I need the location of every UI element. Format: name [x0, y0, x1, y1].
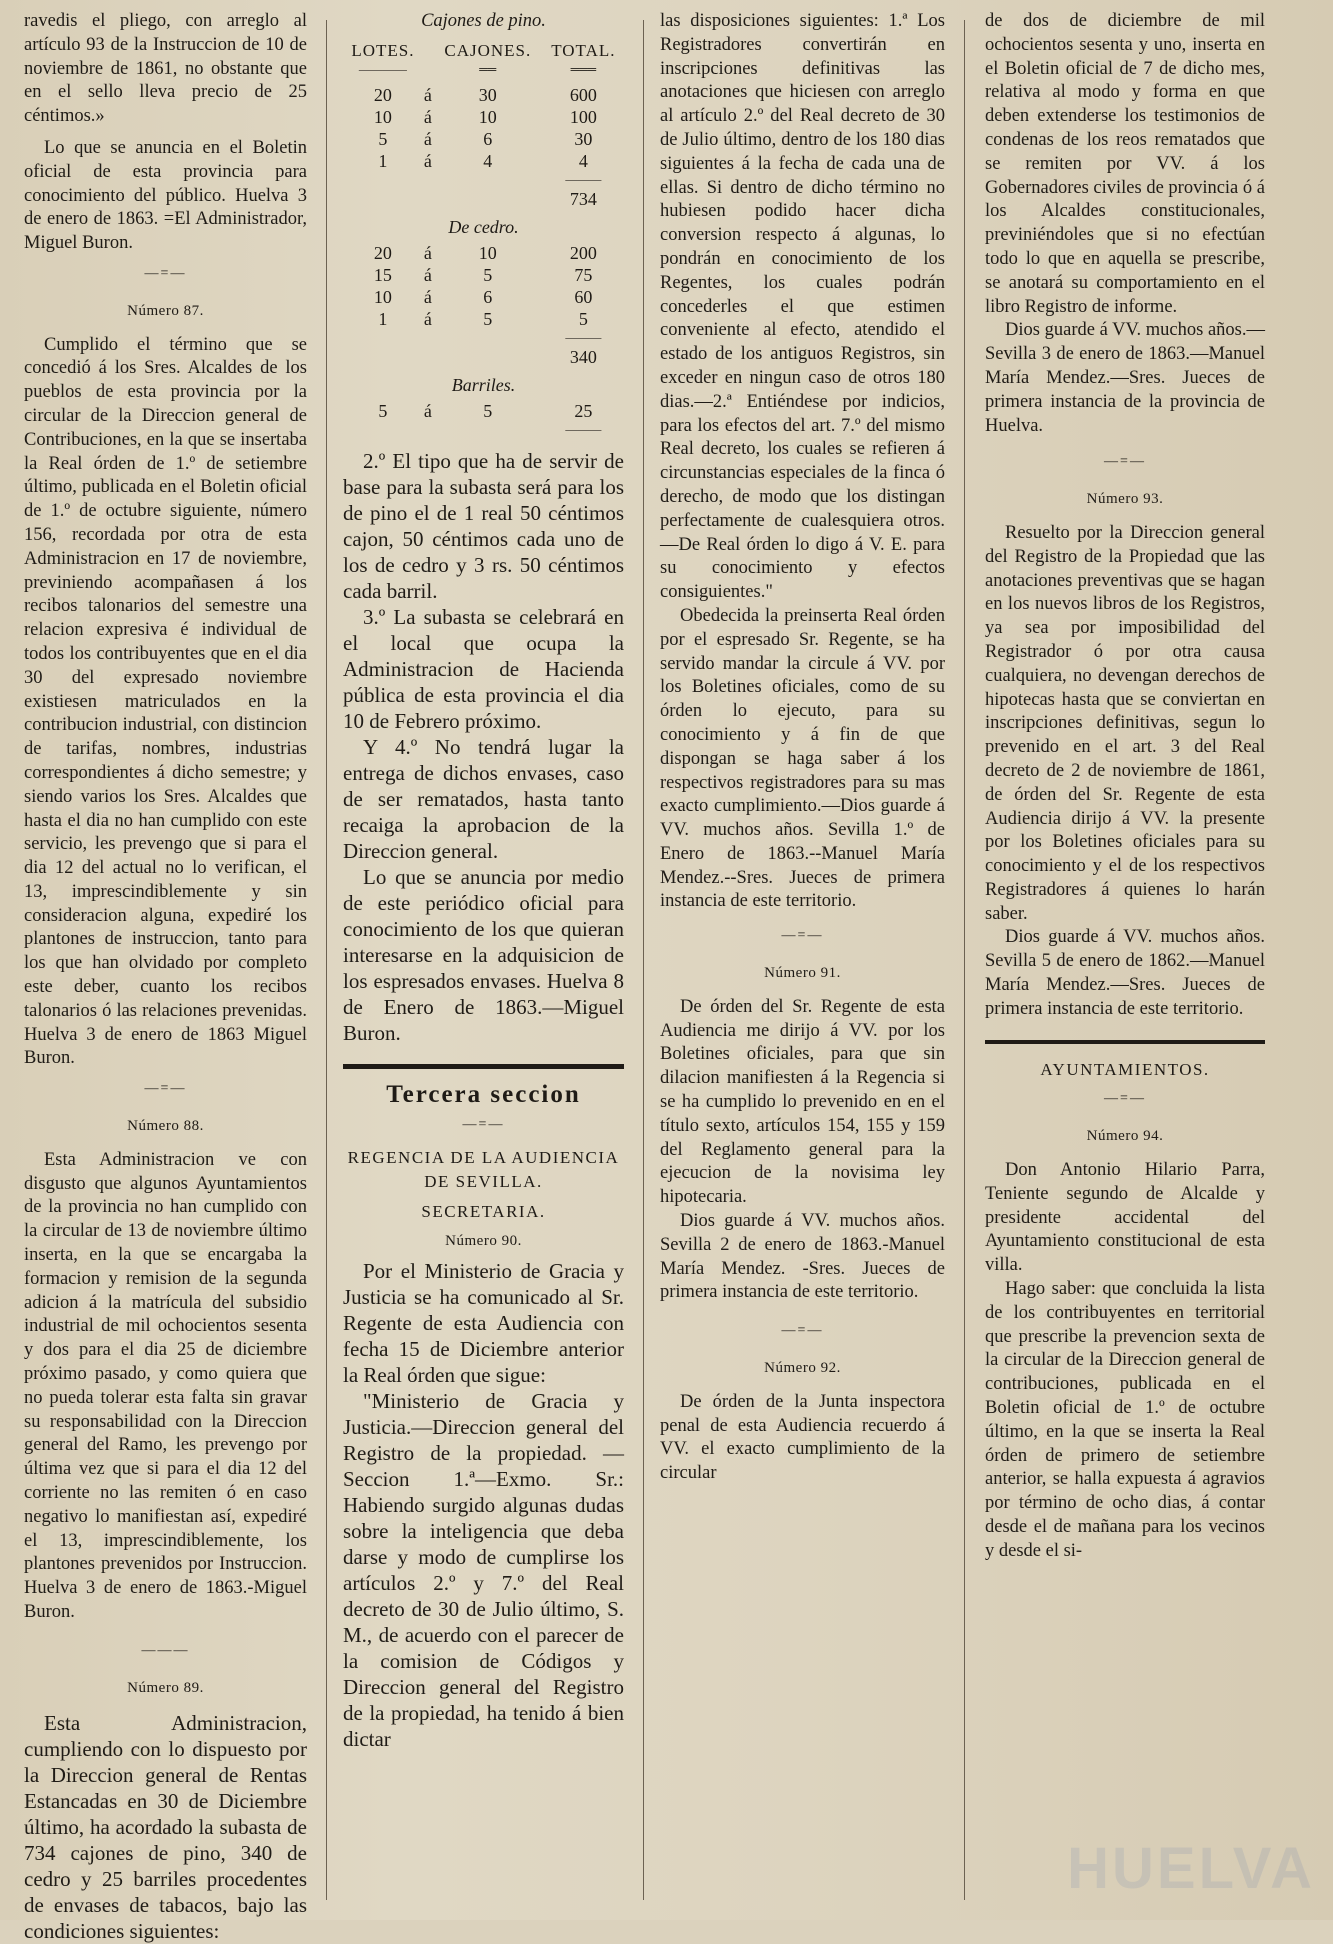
table-row: 10 á 6 60 [373, 286, 593, 307]
table-row: 20 á 30 600 [373, 84, 597, 105]
table-title: Cajones de pino. [421, 11, 546, 31]
section-rule [343, 1064, 624, 1069]
table-row: 1 á 5 5 [378, 308, 588, 329]
paragraph: ravedis el pliego, con arreglo al artículo 93 de la Instruccion de 10 de noviembre de 1861, no obstante que en el sello lleva precio de 25 céntimos.» [24, 11, 307, 127]
notice-number: Número 94. [1086, 1128, 1164, 1145]
table-row: 1 á 4 4 [378, 150, 588, 171]
separator: —=— [781, 1323, 824, 1339]
paragraph: Por el Ministerio de Gracia y Justicia se ha comunicado al Sr. Regente de esta Audiencia con fecha 15 de Diciembre anterior la Real órden que sigue: [343, 1258, 624, 1387]
column-3 [660, 10, 945, 1486]
table-header: CAJONES. [444, 40, 532, 60]
paragraph: Esta Administracion, cumpliendo con lo dispuesto por la Direccion general de Rentas Estancadas en 30 de Diciembre último, ha acordado la subasta de 734 cajones de pino, 340 de cedro y 25 barriles procedentes de envases de tabacos, bajo las condiciones siguientes: [24, 1711, 307, 1944]
table-row: 20 á 10 200 [373, 242, 597, 263]
paragraph: Y 4.º No tendrá lugar la entrega de dichos envases, caso de ser rematados, hasta tanto recaiga la aprobacion de la Direccion general. [343, 734, 624, 863]
column-2 [343, 10, 624, 1752]
separator: —=— [781, 928, 824, 944]
column-rule [964, 20, 965, 1900]
regencia-heading: REGENCIA DE LA AUDIENCIA DE SEVILLA. [347, 1148, 620, 1192]
paragraph: "Ministerio de Gracia y Justicia.—Direccion general del Registro de la propiedad. —Seccion 1.ª—Exmo. Sr.: Habiendo surgido algunas dudas sobre la inteligencia que deba darse y modo de cumplirse los artículos 2.º y 7.º del Real decreto de 30 de Julio último, S. M., de acuerdo con el parecer de la comision de Códigos y Direccion general del Registro de la propiedad, ha tenido á bien dictar [343, 1388, 624, 1751]
ayuntamientos-heading: AYUNTAMIENTOS. [1040, 1059, 1210, 1079]
paragraph: Obedecida la preinserta Real órden por el espresado Sr. Regente, se ha servido mandar la circule á VV. por los Boletines oficiales, como de su órden lo ejecuto, para su conocimiento y á fin de que dispongan se haga saber á los respectivos registradores para su mas exacto cumplimiento.—Dios guarde á VV. muchos años. Sevilla 1.º de Enero de 1863.--Manuel María Mendez.--Sres. Jueces de primera instancia de este territorio. [660, 605, 945, 912]
separator: —=— [1104, 1091, 1146, 1107]
secretaria-heading: SECRETARIA. [421, 1201, 546, 1221]
notice-number: Número 88. [127, 1118, 204, 1135]
separator: —=— [462, 1116, 505, 1132]
table-row: 5 á 6 30 [378, 128, 593, 149]
paragraph: Hago saber: que concluida la lista de los contribuyentes en territorial que prescribe la prevencion sexta de la circular de la Direccion general de contribuciones, publicada en el Boletin oficial de 1.º de octubre último, en la que se inserta la Real órden de primero de setiembre anterior, se halla expuesta á agravios por término de ocho dias, á contar desde el de mañana para los vecinos y desde el si- [985, 1279, 1265, 1561]
paragraph: 2.º El tipo que ha de servir de base para la subasta será para los de pino el de 1 real 50 céntimos cajon, 50 céntimos cada uno de los de cedro y 3 rs. 50 céntimos cada barril. [343, 448, 624, 603]
separator: —=— [1104, 454, 1146, 470]
paragraph: Dios guarde á VV. muchos años.—Sevilla 3 de enero de 1863.—Manuel María Mendez.—Sres. Jueces de primera instancia de la provincia de Huelva. [985, 320, 1265, 436]
table-row: 5 á 5 25 [378, 400, 593, 421]
column-rule [643, 20, 644, 1900]
paragraph: las disposiciones siguientes: 1.ª Los Registradores convertirán en inscripciones definitivas las anotaciones que hiciesen con arreglo al artículo 2.º del Real decreto de 30 de Julio último, dentro de los 180 dias siguientes á la fecha de cada una de ellas. Si dentro de dicho término no hubiesen podido hacer dicha conversion respecto á algunas, lo pondrán en conocimiento de los Regentes, los cuales podrán concederles el que estimen conveniente al efecto, atendido el estado de los antiguos Registros, sin exceder en ningun caso de otros 180 dias.—2.ª Entiéndese por indicios, para los efectos del art. 7.º del mismo Real decreto, los cuales se refieren á circunstancias especiales de la finca ó derecho, de modo que los distingan perfectamente de cualesquiera otros.—De Real órden lo digo á V. E. para su conocimiento y efectos consiguientes." [660, 11, 945, 603]
column-1 [24, 10, 307, 1944]
paragraph: Lo que se anuncia en el Boletin oficial de esta provincia para conocimiento del público. Huelva 3 de enero de 1863. =El Administrador, Miguel Buron. [24, 137, 307, 254]
section-heading: Tercera seccion [386, 1080, 581, 1108]
paragraph: Don Antonio Hilario Parra, Teniente segundo de Alcalde y presidente accidental del Ayuntamiento constitucional de esta villa. [985, 1160, 1265, 1276]
separator: —=— [144, 1081, 187, 1097]
table-total: 734 [569, 188, 597, 209]
paragraph: Esta Administracion ve con disgusto que algunos Ayuntamientos de la provincia no han cumplido con la circular de 13 de noviembre último inserta, en la que se encargaba la formacion y remision de la segunda adicion á la matrícula del subsidio industrial de mil ochocientos sesenta y dos para el dia 25 de diciembre próximo pasado, y como quiera que no pueda tolerar esta falta sin gravar su responsabilidad con la Direccion general del Ramo, les prevengo por última vez que si para el dia 12 del corriente no las remiten ó en caso negativo lo manifiestan así, expediré el 13, imprescindiblemente, los plantones prevenidos por Instruccion. Huelva 3 de enero de 1863.-Miguel Buron. [24, 1149, 307, 1622]
table-subtitle: De cedro. [448, 216, 519, 237]
notice-number: Número 93. [1086, 491, 1164, 508]
paragraph: Resuelto por la Direccion general del Registro de la Propiedad que las anotaciones preventivas que se hagan en los nuevos libros de los Registros, ya sea por imposibilidad del Registrador ó por otra causa cualquiera, no devengan derechos de hipotecas hasta que se conviertan en inscripciones definitivas, segun lo prevenido en el art. 3 del Real decreto de 2 de noviembre de 1861, de órden del Sr. Regente de esta Audiencia dirijo á VV. la presente por los Boletines oficiales para su conocimiento y el de los respectivos Registradores á quienes lo harán saber. [985, 522, 1265, 924]
paragraph: De órden de la Junta inspectora penal de esta Audiencia recuerdo á VV. el exacto cumplimiento de la circular [660, 1391, 945, 1484]
lots-table: LOTES. CAJONES. TOTAL. ———— ══ ═══ 20 á 30 600 10 á 10 100 5 á 6 30 1 á 4 4 ——— 734 De cedro. 20 á 10 200 15 á 5 75 10 á 6 60 1 á 5 5 ——— 340 Barriles. 5 á 5 25 ——— [343, 34, 624, 436]
paragraph: Dios guarde á VV. muchos años. Sevilla 2 de enero de 1863.-Manuel María Mendez. -Sres. Jueces de primera instancia de este territorio. [660, 1211, 945, 1303]
archive-watermark: HUELVA [1067, 1836, 1315, 1901]
table-row: 10 á 10 100 [373, 106, 597, 127]
paragraph: Cumplido el término que se concedió á los Sres. Alcaldes de los pueblos de esta provincia por la circular de la Direccion general de Contribuciones, en la que se insertaba la Real órden de 1.º de setiembre último, publicada en el Boletin oficial de 1.º de octubre siguiente, número 156, recordada por otra de esta Administracion en 17 de noviembre, previniendo acompañasen á los recibos talonarios del semestre una relacion expresiva é individual de todos los contribuyentes que en el dia 30 del expresado noviembre existiesen matriculados en la contribucion industrial, con distincion de tarifas, nombres, industrias correspondientes á dicho semestre; y siendo varios los Sres. Alcaldes que hasta el dia no han cumplido con este servicio, les prevengo que si para el dia 12 del actual no lo verifican, el 13, imprescindiblemente y sin consideracion alguna, expediré los plantones de instruccion, tanto para los que han olvidado por completo este deber, cuanto los recibos talonarios ó las relaciones prevenidas. Huelva 3 de enero de 1863 Miguel Buron. [24, 334, 307, 1069]
paragraph: Dios guarde á VV. muchos años. Sevilla 5 de enero de 1862.—Manuel María Mendez.—Sres. Jueces de primera instancia de este territorio. [985, 927, 1265, 1019]
table-row: 15 á 5 75 [373, 264, 593, 285]
table-header: TOTAL. [551, 40, 616, 60]
separator: —=— [144, 265, 187, 281]
notice-number: Número 90. [445, 1232, 522, 1249]
notice-number: Número 91. [764, 965, 841, 982]
paragraph: Lo que se anuncia por medio de este periódico oficial para conocimiento de los que quieran interesarse en la adquisicion de los espresados envases. Huelva 8 de Enero de 1863.—Miguel Buron. [343, 864, 624, 1045]
table-subtitle: Barriles. [451, 374, 516, 395]
paragraph: de dos de diciembre de mil ochocientos sesenta y uno, inserta en el Boletin oficial de 7 de dicho mes, relativa al modo y forma en que deben extenderse los testimonios de condenas de los reos rematados que se remiten por VV. á los Gobernadores civiles de provincia ó á los Alcaldes constitucionales, previniéndoles que si no efectúan todo lo que en aquella se prescribe, se anotará su comportamiento en el libro Registro de informe. [985, 11, 1265, 317]
notice-number: Número 92. [764, 1360, 841, 1377]
notice-number: Número 89. [127, 1679, 204, 1696]
paragraph: 3.º La subasta se celebrará en el local que ocupa la Administracion de Hacienda pública de esta provincia el dia 10 de Febrero próximo. [343, 604, 624, 733]
notice-number: Número 87. [127, 302, 204, 319]
column-rule [326, 20, 327, 1900]
separator: ——— [141, 1642, 190, 1658]
table-header: LOTES. [351, 40, 415, 60]
paragraph: De órden del Sr. Regente de esta Audiencia me dirijo á VV. por los Boletines oficiales, para que sin dilacion manifiesten á la Regencia si se ha cumplido lo prevenido en en el título sexto, artículos 154, 155 y 159 del Reglamento general para la ejecucion de la novisima ley hipotecaria. [660, 996, 945, 1208]
table-total: 340 [569, 346, 597, 367]
column-4 [985, 10, 1265, 1564]
section-rule [985, 1040, 1265, 1044]
